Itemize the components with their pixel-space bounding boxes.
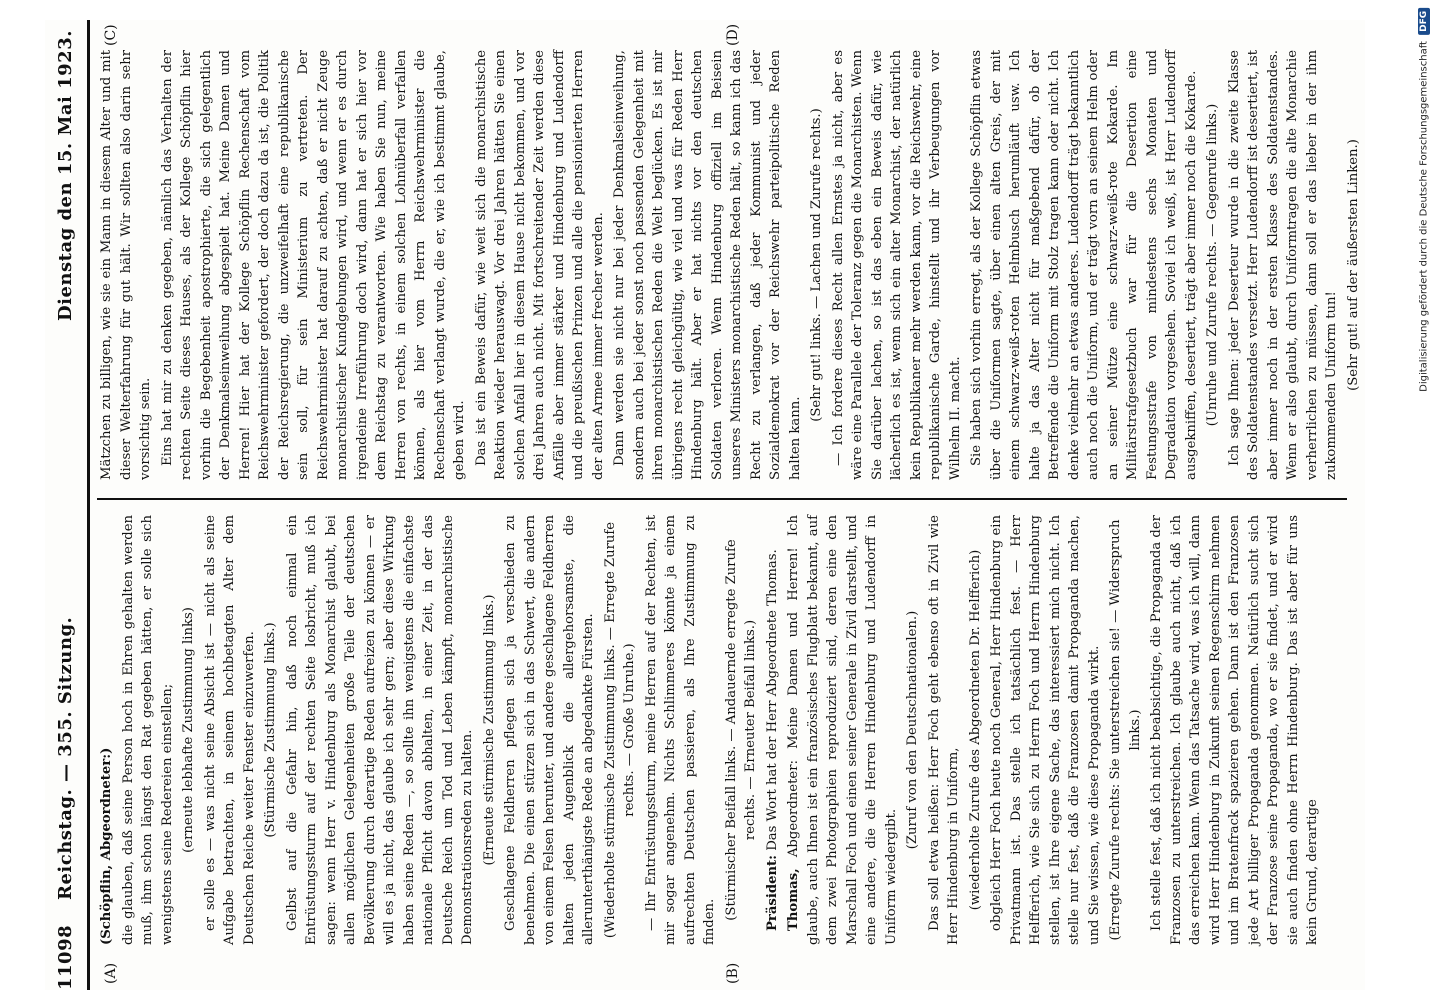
paragraph [967, 50, 1201, 480]
paragraph-text: (Erneute stürmische Zustimmung links.) [481, 594, 497, 866]
paragraph [784, 515, 901, 945]
paragraph [480, 515, 500, 945]
paragraph [1106, 515, 1145, 945]
paragraph-text: Dann werden sie nicht nur bei jeder Denkmalseinweihung, sondern auch bei jeder sonst noch passenden Gelegenheit mit ihren monarchistischen Reden die Welt beglücken. Es ist mir übrigens recht gleichgültig, wie viel und was für Reden Herr Hindenburg hält. Aber er hat nichts vor den deutschen Soldaten verloren. Wenn Hindenburg offiziell im Beisein unseres Ministers monarchistische Reden hält, so kann ich das Recht zu verlangen, daß jeder Kommunist und jeder Sozialdemokrat vor der Reichswehr parteipolitische Reden halten kann. [612, 50, 803, 480]
paragraph-text: (wiederholte Zurufe des Abgeordneten Dr. Helfferich) [967, 549, 983, 911]
paragraph-text: (Sehr gut! links. — Lachen und Zurufe rechts.) [809, 108, 824, 422]
margin-marker-c: (C) [103, 24, 119, 46]
paragraph-text: Eins hat mir zu denken gegeben, nämlich das Verhalten der rechten Seite dieses Hauses, als der Kollege Schöpflin hier vorhin die Begebenheit apostrophierte, die sich gelegentlich der Denkmalseinweihung abgespielt hat. Meine Damen und Herren! Hier hat der Kollege Schöpflin Rechenschaft vom Reichswehrminister gefordert, der doch dazu da ist, die Politik der Reichsregierung, die unzweifelhaft eine republikanische sein soll, für sein Ministerium zu vertreten. Der Reichswehrminister hat darauf zu achten, daß er nicht Zeuge monarchistischer Kundgebungen wird, und wenn er es durch irgendeine Irreführung doch wird, dann hat er sich hier vor dem Reichstag zu verantworten. Wie haben Sie nun, meine Herren von rechts, in einem solchen Lohnüberfall verfallen können, als hier vom Herrn Reichswehrminister die Rechenschaft verlangt wurde, die er, wie ich bestimmt glaube, geben wird. [159, 50, 467, 480]
credit-text: Digitalisierung gefördert durch die Deutsche Forschungsgemeinschaft [1418, 41, 1430, 392]
header-rule [87, 20, 90, 990]
paragraph-text: Ich stelle fest, daß ich nicht beabsichtige, die Propaganda der Franzosen zu unterstreichen. Ich glaube auch nicht, daß ich das erreichen kann. Wenn das Tatsache wird, was ich will, dann wird Herr Hindenburg in Zukunft seinen Regenschirm nehmen und im Bratenfrack spazieren gehen. Dann ist den Franzosen jede Art billiger Propaganda genommen. Natürlich sucht sich der Franzose seine Propaganda, wo er sie findet, und er wird sie auch finden ohne Herrn Hindenburg. Das ist aber für uns kein Grund, derartige [1149, 515, 1320, 945]
paragraph [283, 515, 478, 945]
paragraph [829, 50, 966, 480]
column-rule [97, 498, 1347, 500]
paragraph [925, 515, 964, 945]
paragraph [1344, 50, 1364, 480]
paragraph [158, 50, 470, 480]
paragraph-text: — Ihr Entrüstungssturm, meine Herren auf der Rechten, ist mir sogar angenehm. Nichts Schlimmeres könnte ja einem aufrechten Deutschen passieren, als Ihre Zustimmung zu finden. [643, 515, 717, 945]
header-left-title: Reichstag. — 355. Sitzung. [54, 616, 76, 900]
paragraph-text: (erneute lebhafte Zustimmung links) [181, 607, 196, 853]
paragraph [119, 515, 178, 945]
page-number: 11098 [54, 924, 76, 990]
text-column-right [97, 50, 1361, 480]
paragraph-text: Das ist ein Beweis dafür, wie weit sich die monarchistische Reaktion wieder herauswagt. Vor drei Jahren hätten Sie einen solchen Anfall hier in diesem Hause nicht bekommen, und vor drei Jahren auch nicht. Mit fortschreitender Zeit werden diese Anfälle aber immer stärker und Hindenburg und Ludendorff und die preußischen Prinzen und alle die pensionierten Herren der alten Armee immer frecher werden. [473, 50, 606, 480]
paragraph [179, 515, 199, 945]
speaker-name: Präsident: [764, 854, 780, 931]
paragraph-text: (Stürmischer Beifall links. — Andauernde erregte Zurufe rechts. — Erneuter Beifall links.) [723, 539, 758, 921]
paragraph-text: Sie haben sich vorhin erregt, als der Kollege Schöpflin etwas über die Uniformen sagte, über einen alten Greis, der mit einem schwarz-weiß-roten Helmbusch herumläuft usw. Ich halte ja das Alter nicht für maßgebend dafür, ob der Betreffende die Uniform mit Stolz tragen kann oder nicht. Ich denke vielmehr an etwas anderes. Ludendorff trägt bekanntlich auch noch die Uniform, und er trägt vorn an seinem Helm oder an seiner Mütze eine schwarz-weiß-rote Kokarde. Im Militärstrafgesetzbuch war für die Desertion eine Festungsstrafe von mindestens sechs Monaten und Degradation vorgesehen. Soviel ich weiß, ist Herr Ludendorff ausgekniffen, desertiert, trägt aber immer noch die Kokarde. [969, 50, 1199, 480]
paragraph-text: Geschlagene Feldherren pflegen sich ja verschieden zu benehmen. Die einen stürzen sich in das Schwert, die andern von einem Felsen herunter, und andere geschlagene Feldherren halten jeden Augenblick die allergehorsamste, die allerunterthänigste Rede an abgedankte Fürsten. [503, 515, 596, 945]
paragraph-text: Gelbst auf die Gefahr hin, daß noch einmal ein Entrüstungssturm auf der rechten Seite losbricht, muß ich sagen: wenn Herr v. Hindenburg als Monarchist glaubt, bei allen möglichen Gelegenheiten große Teile der deutschen Bevölkerung durch derartige Reden aufreizen zu können — er will es ja nicht, das glaube ich sehr gern; aber diese Wirkung haben seine Reden —, so sollte ihn wenigstens die einfachste nationale Pflicht davon abhalten, in einer Zeit, in der das Deutsche Reich um Tod und Leben kämpft, monarchistische Demonstrationsreden zu halten. [284, 515, 475, 945]
paragraph [1147, 515, 1323, 945]
paragraph [601, 515, 640, 945]
paragraph-text: Das soll etwa heißen: Herr Foch geht ebenso oft in Zivil wie Herr Hindenburg in Uniform, [926, 515, 961, 945]
margin-marker-a: (A) [103, 962, 119, 984]
paragraph [97, 50, 156, 480]
paragraph-text: (Zuruf von den Deutschnationalen.) [905, 610, 920, 850]
paragraph-text: die glauben, daß seine Person hoch in Ehren gehalten werden muß, ihm schon längst den Rat gegeben hätten, er solle sich wenigstens seine Redereien einstellen; [120, 515, 175, 945]
paragraph-text: (Unruhe und Zurufe rechts. — Gegenrufe links.) [1205, 103, 1220, 427]
newspaper-page [45, 20, 1365, 990]
paragraph [722, 515, 761, 945]
paragraph [987, 515, 1104, 945]
paragraph [97, 515, 117, 945]
paragraph [966, 515, 986, 945]
digitization-credit [1418, 8, 1430, 392]
paragraph [261, 515, 281, 945]
paragraph-text: (Erregte Zurufe rechts: Sie unterstreichen sie! — Widerspruch links.) [1108, 519, 1143, 941]
paragraph [1225, 50, 1342, 480]
paragraph-text: Ich sage Ihnen: jeder Deserteur wurde in die zweite Klasse des Soldatenstandes versetzt. Herr Ludendorff ist desertiert, ist aber immer noch in der ersten Klasse des Soldatenstandes. Wenn er also glaubt, durch Uniformtragen die alte Monarchie verherrlichen zu müssen, dann soll er das lieber in der ihm zukommenden Uniform tun! [1226, 50, 1339, 480]
paragraph [472, 50, 609, 480]
speaker-name: Thomas, [786, 868, 801, 931]
paragraph [642, 515, 720, 945]
paragraph [763, 515, 783, 945]
paragraph-text: (Sehr gut! auf der äußersten Linken.) [1345, 139, 1361, 391]
paragraph-text: Abgeordneter: Meine Damen und Herren! Ich glaube, auch Ihnen ist ein französisches Flugblatt bekannt, auf dem zwei Photographien reproduziert sind, deren eine den Marschall Foch und einen seiner Generale in Zivil darstellt, und eine andere, die die Herren Hindenburg und Ludendorff in Uniform wiedergibt. [786, 515, 899, 945]
paragraph-text: Mätzchen zu billigen, wie sie ein Mann in diesem Alter und mit dieser Welterfahrung für gut hält. Wir sollten also darin sehr vorsichtig sein. [99, 50, 153, 480]
paragraph [501, 515, 599, 945]
text-column-left [97, 515, 1347, 945]
paragraph-text: — Ich fordere dieses Recht allen Ernstes ja nicht, aber es wäre eine Parallele der Toleranz gegen die Monarchisten. Wenn Sie darüber lachen, so ist das eben ein Beweis dafür, wie lächerlich es ist, wenn sich ein alter Monarchist, der natürlich kein Republikaner mehr werden kann, vor die Reichswehr, eine republikanische Garde, hinstellt und ihr Verbeugungen vor Wilhelm II. macht. [830, 50, 963, 480]
paragraph [1203, 50, 1223, 480]
paragraph-text: Das Wort hat der Herr Abgeordnete Thomas. [764, 549, 780, 855]
page-header [45, 20, 85, 990]
paragraph [201, 515, 260, 945]
paragraph [610, 50, 805, 480]
margin-marker-d: (D) [725, 23, 741, 46]
speaker-name: (Schöpflin, Abgeordneter:) [99, 747, 114, 945]
header-right-title: Dienstag den 15. Mai 1923. [54, 30, 76, 321]
margin-marker-b: (B) [725, 962, 741, 984]
paragraph [903, 515, 923, 945]
dfg-logo-icon: DFG [1418, 8, 1430, 35]
paragraph-text: (Wiederholte stürmische Zustimmung links. — Erregte Zurufe rechts. — Große Unruhe.) [602, 521, 637, 939]
paragraph [807, 50, 827, 480]
paragraph-text: obgleich Herr Foch heute noch General, Herr Hindenburg ein Privatmann ist. Das stelle ich tatsächlich fest. — Herr Helfferich, wie Sie sich zu Herrn Foch und Herrn Hindenburg stellen, ist Ihre eigene Sache, das interessiert mich nicht. Ich stelle nur fest, daß die Franzosen damit Propaganda machen, und Sie wissen, wie diese Propaganda wirkt. [989, 515, 1102, 945]
paragraph-text: (Stürmische Zustimmung links.) [263, 622, 278, 838]
paragraph-text: er solle es — was nicht seine Absicht ist — nicht als seine Aufgabe betrachten, in seinem hochbetagten Alter dem Deutschen Reiche weiter Fenster einzuwerfen. [202, 515, 257, 945]
